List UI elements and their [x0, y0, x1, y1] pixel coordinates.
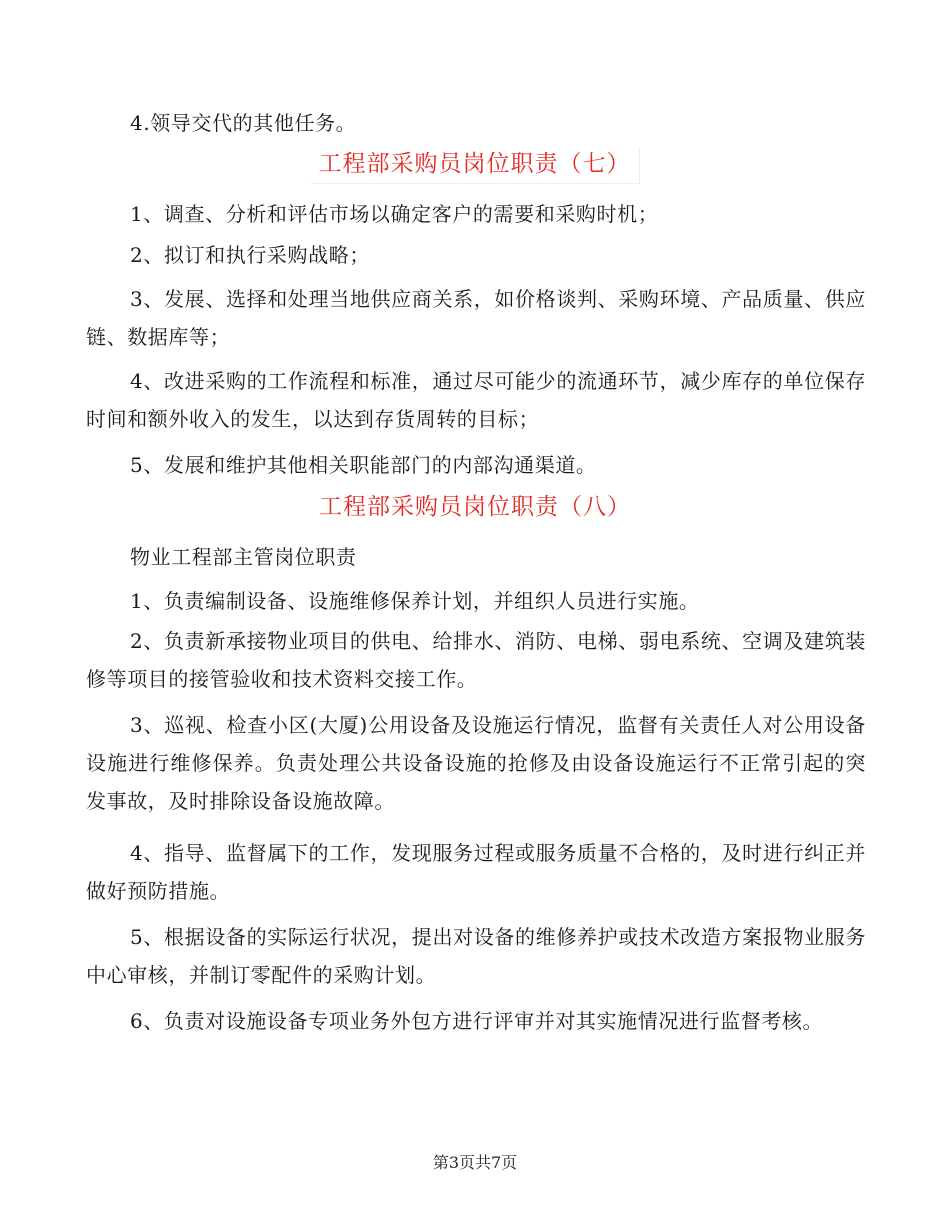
section7-item-3: 3、发展、选择和处理当地供应商关系，如价格谈判、采购环境、产品质量、供应链、数据库等； — [86, 287, 866, 349]
section8-item-2: 2、负责新承接物业项目的供电、给排水、消防、电梯、弱电系统、空调及建筑装修等项目的接管验收和技术资料交接工作。 — [86, 629, 866, 691]
section-heading-7 — [0, 147, 950, 184]
section-heading-8 — [0, 490, 950, 526]
section8-item-1: 1、负责编制设备、设施维修保养计划，并组织人员进行实施。 — [130, 589, 700, 613]
section8-item-6: 6、负责对设施设备专项业务外包方进行评审并对其实施情况进行监督考核。 — [130, 1009, 824, 1033]
paragraph-leader-tasks: 4.领导交代的其他任务。 — [130, 111, 357, 135]
section-heading-7-text: 工程部采购员岗位职责（七） — [311, 147, 640, 184]
section7-item-5: 5、发展和维护其他相关职能部门的内部沟通渠道。 — [130, 453, 597, 477]
section8-subtitle: 物业工程部主管岗位职责 — [130, 545, 357, 569]
section7-item-4: 4、改进采购的工作流程和标准，通过尽可能少的流通环节，减少库存的单位保存时间和额外收入的发生，以达到存货周转的目标； — [86, 369, 866, 431]
page-number-footer: 第3页共7页 — [432, 1153, 518, 1172]
section8-item-4: 4、指导、监督属下的工作，发现服务过程或服务质量不合格的，及时进行纠正并做好预防措施。 — [86, 841, 866, 903]
section8-item-3: 3、巡视、检查小区(大厦)公用设备及设施运行情况，监督有关责任人对公用设备设施进行维修保养。负责处理公共设备设施的抢修及由设备设施运行不正常引起的突发事故，及时排除设备设施故障。 — [86, 713, 866, 813]
section-heading-8-text: 工程部采购员岗位职责（八） — [319, 494, 631, 520]
section7-item-1: 1、调查、分析和评估市场以确定客户的需要和采购时机； — [130, 202, 659, 226]
section7-item-2: 2、拟订和执行采购战略； — [130, 243, 370, 267]
section8-item-5: 5、根据设备的实际运行状况，提出对设备的维修养护或技术改造方案报物业服务中心审核，并制订零配件的采购计划。 — [86, 925, 866, 987]
